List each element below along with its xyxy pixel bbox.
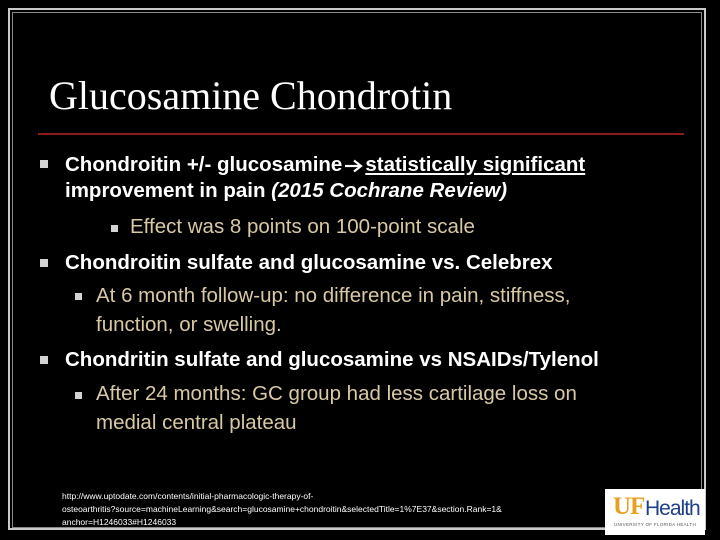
bullet-1-sub: Effect was 8 points on 100-point scale: [130, 215, 475, 238]
bullet-2-sub-line-1: At 6 month follow-up: no difference in pain, stiffness,: [96, 284, 571, 307]
square-bullet-icon: [40, 259, 48, 267]
arrow-right-icon: [344, 159, 363, 173]
bullet-2-text: Chondroitin sulfate and glucosamine vs. Celebrex: [65, 251, 553, 274]
bullet-3-sub-line-1: After 24 months: GC group had less cartilage loss on: [96, 382, 577, 405]
logo-subtitle: UNIVERSITY OF FLORIDA HEALTH: [614, 522, 696, 527]
bullet-2-sub-line-2: function, or swelling.: [96, 313, 282, 336]
bullet-3-sub-line-2: medial central plateau: [96, 411, 297, 434]
bullet-1-text-a: Chondroitin +/- glucosamine: [65, 153, 343, 176]
bullet-1-line-1: [65, 155, 585, 176]
square-bullet-icon: [75, 392, 82, 399]
source-url-line-3[interactable]: anchor=H1246033#H1246033: [62, 517, 177, 527]
source-url-line-2[interactable]: osteoarthritis?source=machineLearning&search=glucosamine+chondroitin&selectedTitle=1%7E37&section.Rank=1&: [62, 504, 502, 514]
bullet-3-text: Chondritin sulfate and glucosamine vs NSAIDs/Tylenol: [65, 348, 599, 371]
logo-uf-text: UF: [613, 493, 645, 520]
bullet-1-text-b: statistically significant: [365, 153, 586, 176]
square-bullet-icon: [75, 293, 82, 300]
uf-health-logo: [605, 489, 705, 535]
square-bullet-icon: [40, 356, 48, 364]
square-bullet-icon: [111, 225, 118, 232]
bullet-1-citation: (2015 Cochrane Review): [271, 179, 508, 202]
source-url-line-1[interactable]: http://www.uptodate.com/contents/initial-pharmacologic-therapy-of-: [62, 491, 314, 501]
bullet-1-line-2: [65, 181, 507, 202]
logo-health-text: Health: [645, 497, 700, 520]
square-bullet-icon: [40, 160, 48, 168]
bullet-1-text-c: improvement in pain: [65, 179, 272, 202]
title-divider: [38, 133, 684, 135]
slide-title: Glucosamine Chondrotin: [49, 73, 453, 118]
